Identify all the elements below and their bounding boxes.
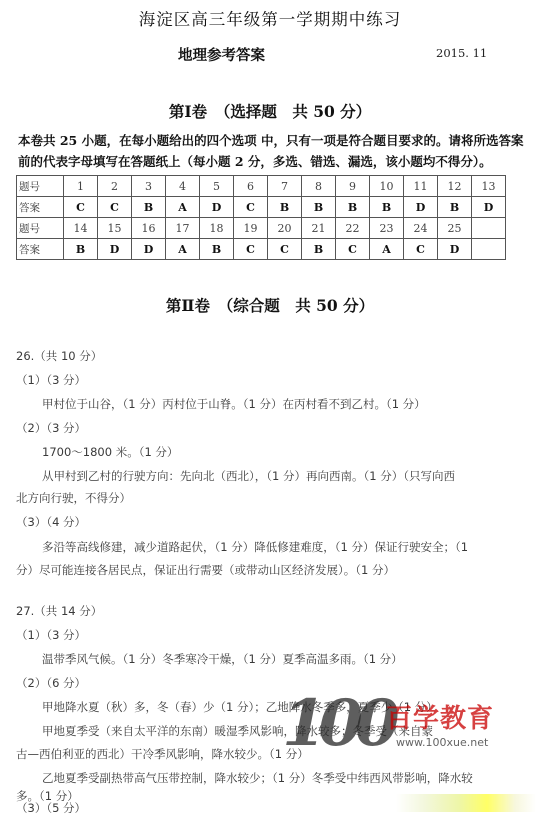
q27-sub2: （2）（6 分） [16,676,87,690]
question-number-cell: 25 [438,218,472,239]
answer-cell: B [200,239,234,260]
answer-cell: B [370,197,404,218]
answer-line: 从甲村到乙村的行驶方向：先向北（西北），（1 分）再向西南。（1 分）（只写向西 [42,469,455,483]
part1-instruction: 本卷共 25 小题，在每小题给出的四个选项 中，只有一项是符合题目要求的。请将所选答案前的代表字母填写在答题纸上（每小题 2 分，多选、错选、漏选，该小题均不得分）。 [18,133,524,169]
watermark-number: 100 [282,686,392,761]
answer-line: 古—西伯利亚的西北）干冷季风影响，降水较少。（1 分） [16,747,309,761]
date-label: 2015. 11 [436,46,488,60]
answer-table [16,175,506,260]
answer-cell: C [268,239,302,260]
table-row [17,176,506,197]
answer-cell: C [336,239,370,260]
answer-line: 甲地夏季受（来自太平洋的东南）暖湿季风影响，降水较多；冬季受（来自蒙 [42,724,433,738]
question-number-cell: 20 [268,218,302,239]
part1-heading: 第Ⅰ卷 （选择题 共 50 分） [168,102,372,121]
question-number-cell: 2 [98,176,132,197]
row-label: 题号 [17,176,64,197]
answer-cell: C [234,239,268,260]
answer-cell: B [302,197,336,218]
answer-cell: B [438,197,472,218]
q27-sub1: （1）（3 分） [16,628,87,642]
table-row [17,218,506,239]
answer-cell: A [166,197,200,218]
answer-cell: D [98,239,132,260]
part2-heading: 第Ⅱ卷 （综合题 共 50 分） [165,296,375,315]
question-number-cell: 7 [268,176,302,197]
question-number-cell: 22 [336,218,370,239]
answer-line: 分）尽可能连接各居民点，保证出行需要（或带动山区经济发展）。（1 分） [16,563,395,577]
question-number-cell: 13 [472,176,506,197]
question-number-cell [472,218,506,239]
watermark-brand: 百学教育 [386,704,495,734]
row-label: 答案 [17,239,64,260]
answer-cell [472,239,506,260]
question-number-cell: 8 [302,176,336,197]
answer-line: 1700～1800 米。（1 分） [42,445,179,459]
page-title: 海淀区高三年级第一学期期中练习 [138,10,402,29]
answer-line: 温带季风气候。（1 分）冬季寒冷干燥，（1 分）夏季高温多雨。（1 分） [42,652,403,666]
q26-sub2: （2）（3 分） [16,421,87,435]
question-number-cell: 17 [166,218,200,239]
answer-cell: C [98,197,132,218]
question-number-cell: 12 [438,176,472,197]
question-number-cell: 3 [132,176,166,197]
answer-cell: B [64,239,98,260]
answer-line: 北方向行驶，不得分） [16,491,131,505]
answer-cell: D [438,239,472,260]
page-subtitle: 地理参考答案 [178,47,265,64]
answer-line: 甲村位于山谷，（1 分）丙村位于山脊。（1 分）在丙村看不到乙村。（1 分） [42,397,426,411]
answer-cell: B [302,239,336,260]
question-number-cell: 11 [404,176,438,197]
question-number-cell: 24 [404,218,438,239]
watermark-url: www.100xue.net [396,736,489,749]
q26-sub1: （1）（3 分） [16,373,87,387]
q27-heading: 27.（共 14 分） [16,604,103,618]
row-label: 题号 [17,218,64,239]
answer-cell: B [268,197,302,218]
answer-cell: B [132,197,166,218]
answer-cell: A [370,239,404,260]
question-number-cell: 19 [234,218,268,239]
question-number-cell: 10 [370,176,404,197]
question-number-cell: 4 [166,176,200,197]
question-number-cell: 14 [64,218,98,239]
answer-cell: A [166,239,200,260]
q26-sub3: （3）（4 分） [16,515,87,529]
question-number-cell: 5 [200,176,234,197]
question-number-cell: 9 [336,176,370,197]
question-number-cell: 21 [302,218,336,239]
answer-cell: C [404,239,438,260]
highlight-band [396,794,536,812]
question-number-cell: 1 [64,176,98,197]
answer-cell: D [472,197,506,218]
question-number-cell: 15 [98,218,132,239]
answer-line: 多沿等高线修建，减少道路起伏，（1 分）降低修建难度，（1 分）保证行驶安全；（1 [42,540,469,554]
row-label: 答案 [17,197,64,218]
answer-cell: B [336,197,370,218]
q26-heading: 26.（共 10 分） [16,349,103,363]
answer-line: 乙地夏季受副热带高气压带控制，降水较少；（1 分）冬季受中纬西风带影响，降水较 [42,771,473,785]
answer-cell: C [234,197,268,218]
answer-cell: D [404,197,438,218]
question-number-cell: 6 [234,176,268,197]
table-row [17,239,506,260]
watermark-logo [282,686,495,761]
answer-line: 甲地降水夏（秋）多，冬（春）少（1 分）；乙地降水冬季多，夏季少（1 分） [42,700,438,714]
answer-cell: C [64,197,98,218]
q27-sub3: （3）（5 分） [16,801,87,815]
question-number-cell: 18 [200,218,234,239]
question-number-cell: 23 [370,218,404,239]
question-number-cell: 16 [132,218,166,239]
answer-cell: D [132,239,166,260]
table-row [17,197,506,218]
answer-line: 多。（1 分） [16,789,79,803]
answer-cell: D [200,197,234,218]
